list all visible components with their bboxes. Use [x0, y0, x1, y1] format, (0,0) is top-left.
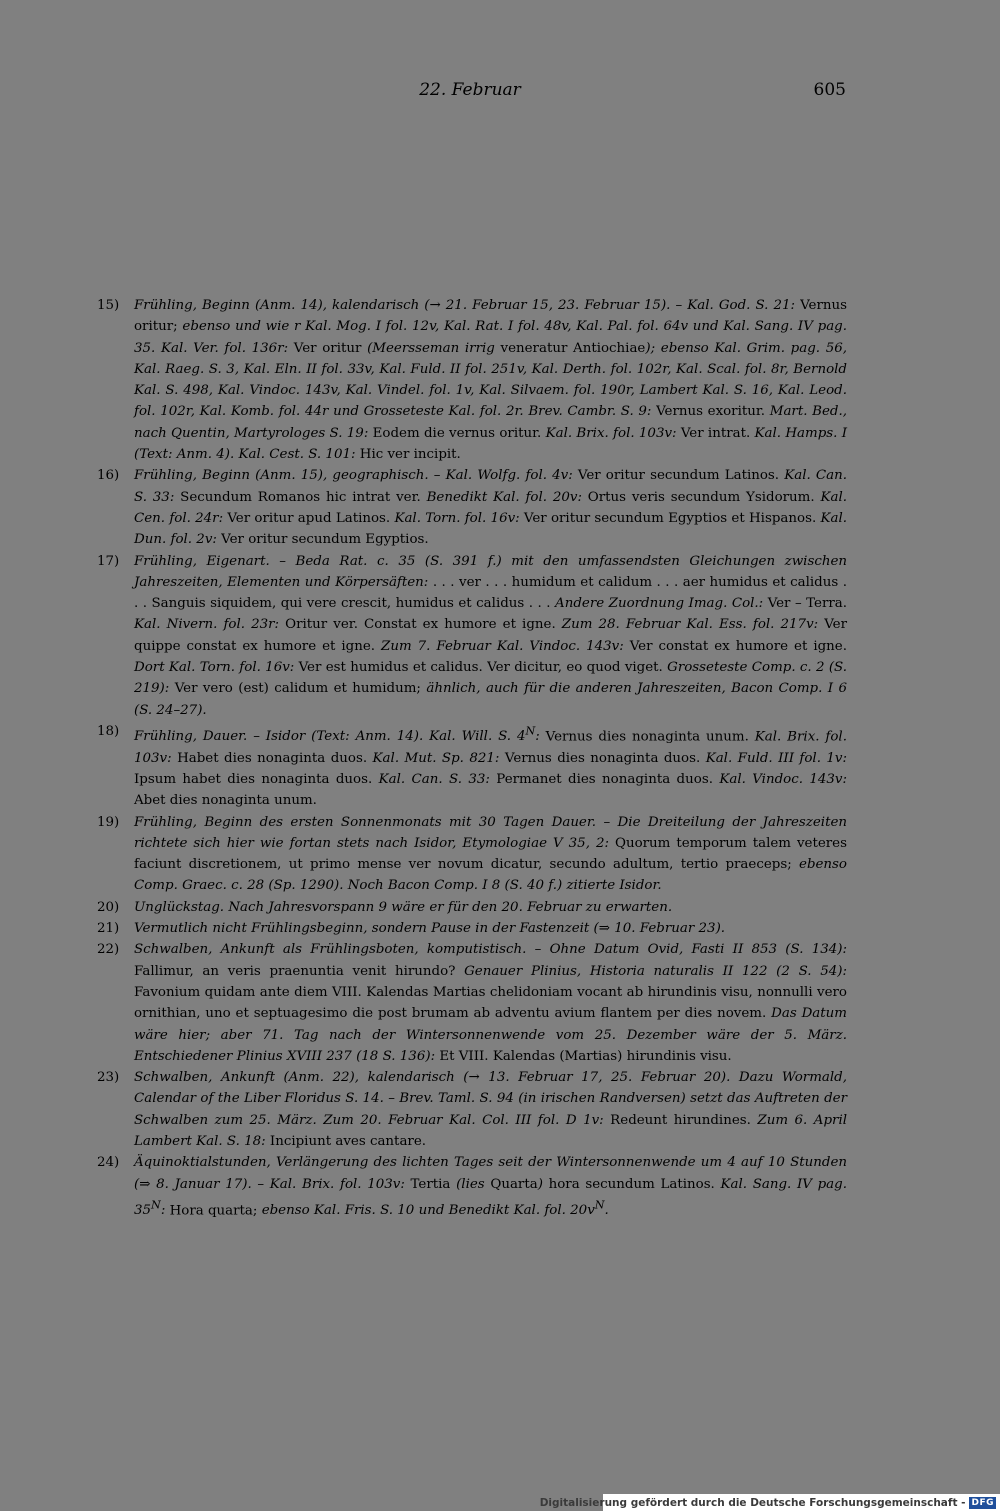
footnote-text: Vermutlich nicht Frühlingsbeginn, sondern Pause in der Fastenzeit (⇒ 10. Februar 23). — [134, 921, 726, 937]
footnote-number: 21) — [97, 921, 120, 937]
footnote — [97, 721, 847, 812]
footnote-number: 18) — [97, 723, 120, 739]
dfg-logo-icon: DFG — [971, 1497, 994, 1508]
footnote-text: Unglückstag. Nach Jahresvorspann 9 wäre er für den 20. Februar zu erwarten. — [134, 899, 673, 915]
footnote — [97, 918, 847, 939]
footnote-number: 20) — [97, 899, 120, 915]
page-number: 605 — [813, 80, 846, 100]
footnote-number: 17) — [97, 553, 120, 569]
footnote — [97, 1067, 847, 1152]
footnote-text: Frühling, Beginn (Anm. 14), kalendarisch (→ 21. Februar 15, 23. Februar 15). – Kal. God. S. 21: Vernus oritur; ebenso und wie r Kal. Mog. I fol. 12v, Kal. Rat. I fol. 48v, Kal. Pal. fol. 64v und Kal. Sang. IV pag. 35. Kal. Ver. fol. 136r: Ver oritur (Meersseman irrig veneratur Antiochiae); ebenso Kal. Grim. pag. 56, Kal. Raeg. S. 3, Kal. Eln. II fol. 33v, Kal. Fuld. II fol. 251v, Kal. Derth. fol. 102r, Kal. Scal. fol. 8r, Bernold Kal. S. 498, Kal. Vindoc. 143v, Kal. Vindel. fol. 1v, Kal. Silvaem. fol. 190r, Lambert Kal. S. 16, Kal. Leod. fol. 102r, Kal. Komb. fol. 44r und Grosseteste Kal. fol. 2r. Brev. Cambr. S. 9: Vernus exoritur. Mart. Bed., nach Quentin, Martyrologes S. 19: Eodem die vernus oritur. Kal. Brix. fol. 103v: Ver intrat. Kal. Hamps. I (Text: Anm. 4). Kal. Cest. S. 101: Hic ver incipit. — [134, 298, 848, 463]
footnote — [97, 465, 847, 550]
footnote-number: 24) — [97, 1155, 120, 1171]
footnote-number: 22) — [97, 942, 120, 958]
footnote-number: 19) — [97, 814, 120, 830]
running-title: 22. Februar — [419, 80, 521, 100]
footnote — [97, 812, 847, 897]
digitization-credit-bar — [539, 1494, 1000, 1511]
footnote-text: Äquinoktialstunden, Verlängerung des lichten Tages seit der Wintersonnenwende um 4 auf 10 Stunden (⇒ 8. Januar 17). – Kal. Brix. fol. 103v: Tertia (lies Quarta) hora secundum Latinos. Kal. Sang. IV pag. $35^N$: Hora quarta; ebenso Kal. Fris. S. 10 und Benedikt Kal. fol. $20v^N$. — [134, 1155, 847, 1219]
footnote — [97, 295, 847, 465]
footnote — [97, 551, 847, 721]
footnote-text: Schwalben, Ankunft (Anm. 22), kalendarisch (→ 13. Februar 17, 25. Februar 20). Dazu Wormald, Calendar of the Liber Floridus S. 14. – Brev. Taml. S. 94 (in irischen Randversen) setzt das Auftreten der Schwalben zum 25. März. Zum 20. Februar Kal. Col. III fol. D 1v: Redeunt hirundines. Zum 6. April Lambert Kal. S. 18: Incipiunt aves cantare. — [134, 1070, 848, 1150]
footnote-text: Frühling, Eigenart. – Beda Rat. c. 35 (S. 391 f.) mit den umfassendsten Gleichungen zwischen Jahreszeiten, Elementen und Körpersäften: . . . ver . . . humidum et calidum . . . aer humidus et calidus . . . Sanguis siquidem, qui vere crescit, humidus et calidus . . . Andere Zuordnung Imag. Col.: Ver – Terra. Kal. Nivern. fol. 23r: Oritur ver. Constat ex humore et igne. Zum 28. Februar Kal. Ess. fol. 217v: Ver quippe constat ex humore et igne. Zum 7. Februar Kal. Vindoc. 143v: Ver constat ex humore et igne. Dort Kal. Torn. fol. 16v: Ver est humidus et calidus. Ver dicitur, eo quod viget. Grosseteste Comp. c. 2 (S. 219): Ver vero (est) calidum et humidum; ähnlich, auch für die anderen Jahreszeiten, Bacon Comp. I 6 (S. 24–27). — [134, 553, 848, 718]
footnote — [97, 1152, 847, 1221]
footnote-text: Frühling, Dauer. – Isidor (Text: Anm. 14). Kal. Will. S. $4^N$: Vernus dies nonaginta unum. Kal. Brix. fol. 103v: Habet dies nonaginta duos. Kal. Mut. Sp. 821: Vernus dies nonaginta duos. Kal. Fuld. III fol. 1v: Ipsum habet dies nonaginta duos. Kal. Can. S. 33: Permanet dies nonaginta duos. Kal. Vindoc. 143v: Abet dies nonaginta unum. — [134, 724, 848, 809]
footnote-text: Schwalben, Ankunft als Frühlingsboten, komputistisch. – Ohne Datum Ovid, Fasti II 853 (S. 134): Fallimur, an veris praenuntia venit hirundo? Genauer Plinius, Historia naturalis II 122 (2 S. 54): Favonium quidam ante diem VIII. Kalendas Martias chelidoniam vocant ab hirundinis visu, nonnulli vero ornithian, uno et septuagesimo die post brumam ab adventu avium flantem per dies novem. Das Datum wäre hier; aber 71. Tag nach der Wintersonnenwende vom 25. Dezember wäre der 5. März. Entschiedener Plinius XVIII 237 (18 S. 136): Et VIII. Kalendas (Martias) hirundinis visu. — [134, 942, 848, 1064]
footnote — [97, 939, 847, 1067]
footnote-text: Frühling, Beginn (Anm. 15), geographisch. – Kal. Wolfg. fol. 4v: Ver oritur secundum Latinos. Kal. Can. S. 33: Secundum Romanos hic intrat ver. Benedikt Kal. fol. 20v: Ortus veris secundum Ysidorum. Kal. Cen. fol. 24r: Ver oritur apud Latinos. Kal. Torn. fol. 16v: Ver oritur secundum Egyptios et Hispanos. Kal. Dun. fol. 2v: Ver oritur secundum Egyptios. — [134, 468, 847, 548]
footnote-text: Frühling, Beginn des ersten Sonnenmonats mit 30 Tagen Dauer. – Die Dreiteilung der Jahreszeiten richtete sich hier wie fortan stets nach Isidor, Etymologiae V 35, 2: Quorum temporum talem veteres faciunt discretionem, ut primo mense ver novum dicatur, secundo adultum, tertio praeceps; ebenso Comp. Graec. c. 28 (Sp. 1290). Noch Bacon Comp. I 8 (S. 40 f.) zitierte Isidor. — [134, 814, 847, 894]
digitization-credit: Digitalisierung gefördert durch die Deutsche Forschungsgemeinschaft - — [539, 1496, 966, 1509]
footnote-number: 15) — [97, 298, 120, 313]
footnotes-list — [97, 295, 847, 1222]
footnote-number: 16) — [97, 468, 120, 484]
footnote-number: 23) — [97, 1070, 120, 1086]
footnote — [97, 897, 847, 918]
